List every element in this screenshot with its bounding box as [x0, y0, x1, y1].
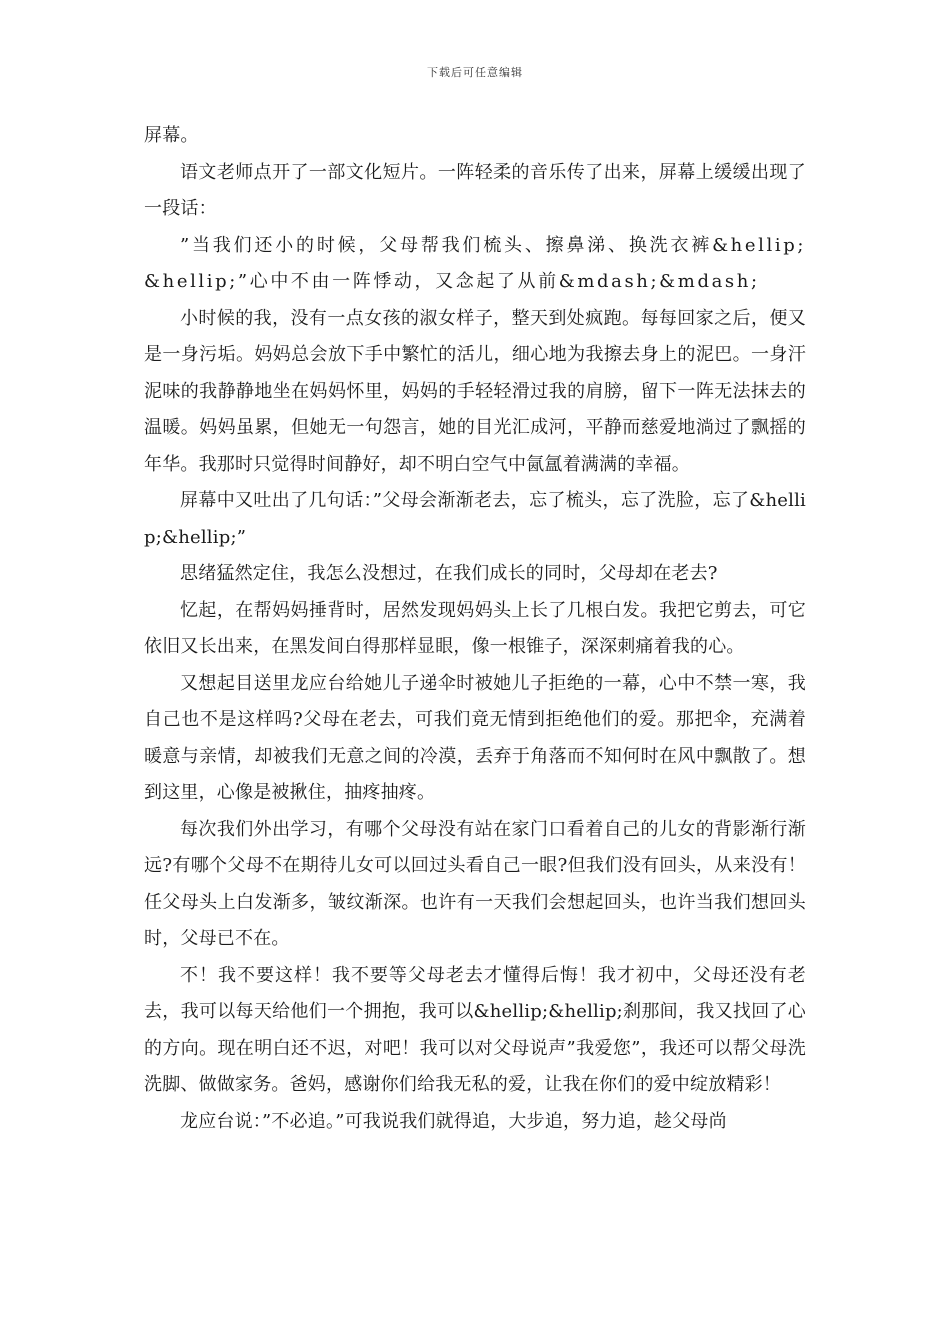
document-body: [144, 118, 806, 1140]
page-header-note: 下载后可任意编辑: [427, 66, 523, 79]
paragraph-6: 思绪猛然定住，我怎么没想过，在我们成长的同时，父母却在老去?: [180, 563, 718, 584]
paragraph-3: ”当我们还小的时候，父母帮我们梳头、擦鼻涕、换洗衣裤&hellip;&hellip;”心中不由一阵悸动，又念起了从前&mdash;&mdash;: [144, 234, 806, 292]
paragraph-9: 每次我们外出学习，有哪个父母没有站在家门口看着自己的儿女的背影渐行渐远?有哪个父母不在期待儿女可以回过头看自己一眼?但我们没有回头，从来没有！任父母头上白发渐多，皱纹渐深。也许有一天我们会想起回头，也许当我们想回头时，父母已不在。: [144, 818, 806, 949]
paragraph-4: 小时候的我，没有一点女孩的淑女样子，整天到处疯跑。每每回家之后，便又是一身污垢。妈妈总会放下手中繁忙的活儿，细心地为我擦去身上的泥巴。一身汗泥味的我静静地坐在妈妈怀里，妈妈的手轻轻滑过我的肩膀，留下一阵无法抹去的温暖。妈妈虽累，但她无一句怨言，她的目光汇成河，平静而慈爱地淌过了飘摇的年华。我那时只觉得时间静好，却不明白空气中氤氲着满满的幸福。: [144, 307, 806, 475]
paragraph-5: 屏幕中又吐出了几句话：”父母会渐渐老去，忘了梳头，忘了洗脸，忘了&hellip;&hellip;”: [144, 490, 806, 548]
paragraph-2: 语文老师点开了一部文化短片。一阵轻柔的音乐传了出来，屏幕上缓缓出现了一段话：: [144, 161, 806, 219]
paragraph-10: 不！我不要这样！我不要等父母老去才懂得后悔！我才初中，父母还没有老去，我可以每天给他们一个拥抱，我可以&hellip;&hellip;刹那间，我又找回了心的方向。现在明白还不迟，对吧！我可以对父母说声”我爱您”，我还可以帮父母洗洗脚、做做家务。爸妈，感谢你们给我无私的爱，让我在你们的爱中绽放精彩！: [144, 964, 806, 1095]
paragraph-8: 又想起目送里龙应台给她儿子递伞时被她儿子拒绝的一幕，心中不禁一寒，我自己也不是这样吗?父母在老去，可我们竟无情到拒绝他们的爱。那把伞，充满着暖意与亲情，却被我们无意之间的冷漠，丢弃于角落而不知何时在风中飘散了。想到这里，心像是被揪住，抽疼抽疼。: [144, 672, 806, 803]
paragraph-11: 龙应台说：”不必追。”可我说我们就得追，大步追，努力追，趁父母尚: [180, 1110, 727, 1132]
paragraph-7: 忆起，在帮妈妈捶背时，居然发现妈妈头上长了几根白发。我把它剪去，可它依旧又长出来，在黑发间白得那样显眼，像一根锥子，深深刺痛着我的心。: [144, 599, 806, 657]
paragraph-1: 屏幕。: [144, 125, 199, 146]
